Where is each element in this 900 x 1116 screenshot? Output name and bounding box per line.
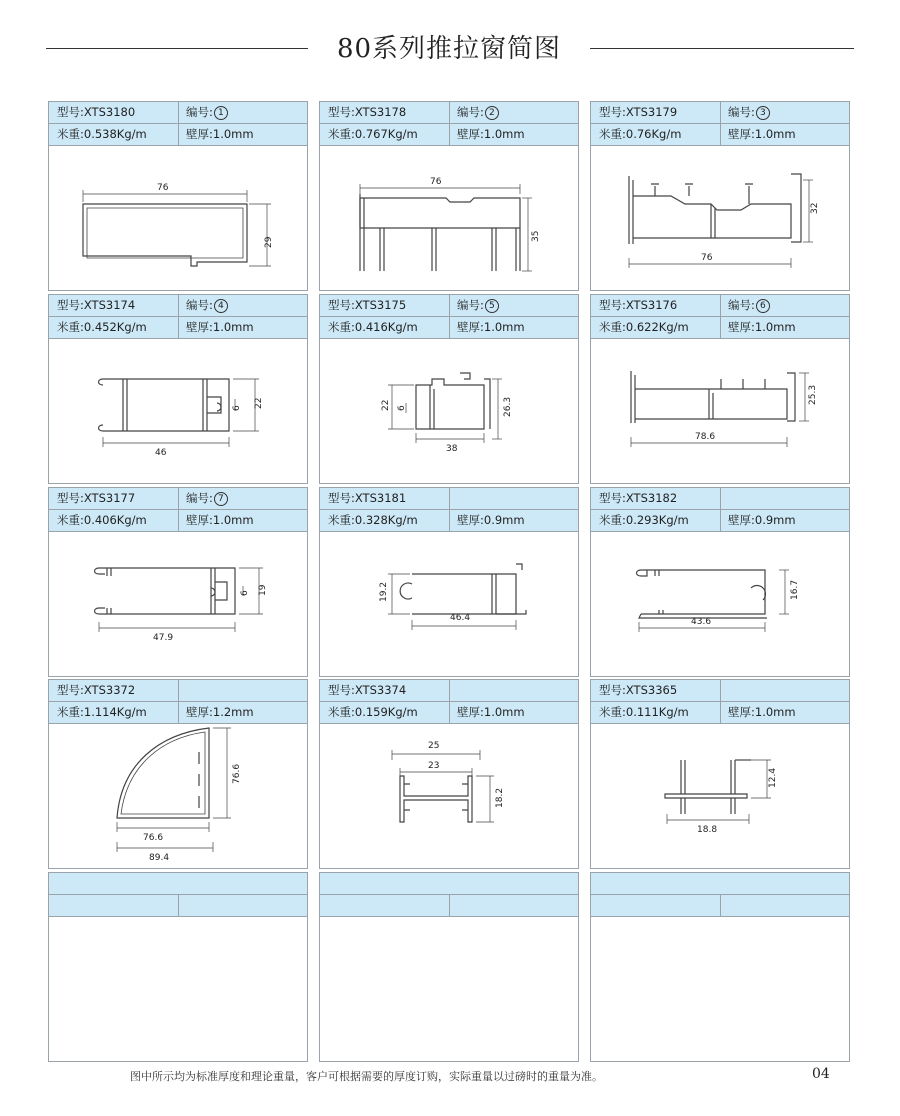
card-header-row-1 <box>320 488 578 510</box>
card-header-row-1 <box>591 102 849 124</box>
dim-label: 38 <box>446 444 458 454</box>
profile-card-xts3182 <box>590 487 850 677</box>
card-header-row-1 <box>591 680 849 702</box>
card-header-row-2 <box>591 317 849 339</box>
profile-card-xts3180 <box>48 101 308 291</box>
profile-card-xts3175 <box>319 294 579 484</box>
profile-card-xts3372 <box>48 679 308 869</box>
card-header-row-1 <box>320 680 578 702</box>
weight-label: 米重:0.76Kg/m <box>599 127 682 141</box>
card-header-row-1 <box>591 488 849 510</box>
model-label: 型号:XTS3374 <box>328 683 407 697</box>
dim-label: 29 <box>264 236 274 248</box>
title-bar <box>0 18 900 78</box>
wall-thickness-label: 壁厚:1.0mm <box>728 705 796 719</box>
empty-card-1 <box>48 872 308 1062</box>
profile-drawing <box>49 146 307 290</box>
empty-card-2 <box>319 872 579 1062</box>
card-header-row-2 <box>320 510 578 532</box>
model-label: 型号:XTS3176 <box>599 298 678 312</box>
wall-thickness-label: 壁厚:0.9mm <box>457 513 525 527</box>
wall-thickness-label: 壁厚:1.0mm <box>186 513 254 527</box>
profile-card-xts3174 <box>48 294 308 484</box>
profile-drawing <box>591 724 849 868</box>
model-label: 型号:XTS3175 <box>328 298 407 312</box>
card-header-row-1 <box>49 102 307 124</box>
profile-card-xts3179 <box>590 101 850 291</box>
profile-drawing <box>591 339 849 483</box>
wall-thickness-label: 壁厚:1.0mm <box>728 320 796 334</box>
dim-label: 35 <box>531 230 541 242</box>
card-header-row-2 <box>49 895 307 917</box>
number-badge: 6 <box>756 299 770 313</box>
dim-label: 22 <box>381 399 391 411</box>
dim-label: 19 <box>258 584 268 596</box>
profile-card-xts3176 <box>590 294 850 484</box>
dim-label: 76.6 <box>232 763 242 784</box>
title-rule-left <box>46 48 308 49</box>
dim-label: 18.8 <box>697 825 718 835</box>
dim-label: 22 <box>254 397 264 409</box>
number-badge: 3 <box>756 106 770 120</box>
profile-drawing <box>49 724 307 868</box>
card-header-row-2 <box>320 702 578 724</box>
dim-label: 76 <box>157 183 169 193</box>
model-label: 型号:XTS3365 <box>599 683 678 697</box>
wall-thickness-label: 壁厚:0.9mm <box>728 513 796 527</box>
card-header-row-1 <box>49 295 307 317</box>
dim-label: 26.3 <box>503 396 513 417</box>
number-label: 编号: 1 <box>186 102 228 123</box>
weight-label: 米重:1.114Kg/m <box>57 705 147 719</box>
wall-thickness-label: 壁厚:1.0mm <box>186 127 254 141</box>
dim-label: 23 <box>428 761 440 771</box>
card-header-row-2 <box>591 124 849 146</box>
page-title: 80系列推拉窗简图 <box>336 34 562 64</box>
profile-drawing <box>320 146 578 290</box>
wall-thickness-label: 壁厚:1.0mm <box>728 127 796 141</box>
footnote: 图中所示均为标准厚度和理论重量，客户可根据需要的厚度订购，实际重量以过磅时的重量为准。 <box>130 1070 603 1083</box>
model-label: 型号:XTS3174 <box>57 298 136 312</box>
model-label: 型号:XTS3372 <box>57 683 136 697</box>
weight-label: 米重:0.767Kg/m <box>328 127 418 141</box>
wall-thickness-label: 壁厚:1.0mm <box>457 705 525 719</box>
model-label: 型号:XTS3177 <box>57 491 136 505</box>
dim-label: 47.9 <box>153 633 174 643</box>
profile-drawing <box>320 339 578 483</box>
weight-label: 米重:0.416Kg/m <box>328 320 418 334</box>
card-header-row-1 <box>320 873 578 895</box>
weight-label: 米重:0.293Kg/m <box>599 513 689 527</box>
dim-label: 46 <box>155 448 167 458</box>
dim-label: 6 <box>232 405 242 411</box>
profile-card-xts3374 <box>319 679 579 869</box>
weight-label: 米重:0.406Kg/m <box>57 513 147 527</box>
weight-label: 米重:0.111Kg/m <box>599 705 689 719</box>
profile-card-xts3178 <box>319 101 579 291</box>
number-badge: 5 <box>485 299 499 313</box>
dim-label: 32 <box>810 202 820 214</box>
card-header-row-1 <box>49 488 307 510</box>
wall-thickness-label: 壁厚:1.0mm <box>457 127 525 141</box>
number-label: 编号: 4 <box>186 295 228 316</box>
wall-thickness-label: 壁厚:1.0mm <box>457 320 525 334</box>
card-header-row-1 <box>591 295 849 317</box>
dim-label: 46.4 <box>450 613 471 623</box>
profile-card-xts3177 <box>48 487 308 677</box>
card-header-row-1 <box>49 873 307 895</box>
dim-label: 6 <box>240 590 250 596</box>
wall-thickness-label: 壁厚:1.2mm <box>186 705 254 719</box>
dim-label: 89.4 <box>149 853 170 863</box>
dim-label: 25.3 <box>808 384 818 405</box>
empty-card-3 <box>590 872 850 1062</box>
number-badge: 1 <box>214 106 228 120</box>
card-header-row-2 <box>49 317 307 339</box>
dim-label: 43.6 <box>691 617 712 627</box>
card-header-row-1 <box>320 295 578 317</box>
profile-drawing <box>49 339 307 483</box>
dim-label: 16.7 <box>790 579 800 600</box>
card-header-row-2 <box>591 510 849 532</box>
number-label: 编号: 7 <box>186 488 228 509</box>
dim-label: 19.2 <box>379 581 389 602</box>
wall-thickness-label: 壁厚:1.0mm <box>186 320 254 334</box>
number-label: 编号: 2 <box>457 102 499 123</box>
weight-label: 米重:0.622Kg/m <box>599 320 689 334</box>
profile-drawing <box>320 724 578 868</box>
card-header-row-2 <box>591 702 849 724</box>
dim-label: 76 <box>701 253 713 263</box>
weight-label: 米重:0.328Kg/m <box>328 513 418 527</box>
dim-label: 25 <box>428 741 440 751</box>
number-badge: 7 <box>214 492 228 506</box>
dim-label: 76 <box>430 177 442 187</box>
page-number: 04 <box>812 1066 830 1082</box>
profile-drawing <box>49 532 307 676</box>
weight-label: 米重:0.538Kg/m <box>57 127 147 141</box>
card-header-row-1 <box>49 680 307 702</box>
card-header-row-2 <box>320 895 578 917</box>
profile-drawing <box>591 532 849 676</box>
card-header-row-2 <box>49 702 307 724</box>
weight-label: 米重:0.452Kg/m <box>57 320 147 334</box>
title-rule-right <box>590 48 854 49</box>
profile-card-xts3365 <box>590 679 850 869</box>
dim-label: 18.2 <box>495 787 505 808</box>
profile-card-xts3181 <box>319 487 579 677</box>
model-label: 型号:XTS3182 <box>599 491 678 505</box>
weight-label: 米重:0.159Kg/m <box>328 705 418 719</box>
number-badge: 2 <box>485 106 499 120</box>
dim-label: 76.6 <box>143 833 164 843</box>
card-header-row-2 <box>320 124 578 146</box>
profile-drawing <box>591 146 849 290</box>
card-header-row-2 <box>591 895 849 917</box>
dim-label: 78.6 <box>695 432 716 442</box>
number-label: 编号: 3 <box>728 102 770 123</box>
number-label: 编号: 5 <box>457 295 499 316</box>
model-label: 型号:XTS3179 <box>599 105 678 119</box>
profile-drawing <box>320 532 578 676</box>
dim-label: 12.4 <box>768 767 778 788</box>
model-label: 型号:XTS3178 <box>328 105 407 119</box>
model-label: 型号:XTS3181 <box>328 491 407 505</box>
model-label: 型号:XTS3180 <box>57 105 136 119</box>
card-header-row-2 <box>320 317 578 339</box>
card-header-row-1 <box>591 873 849 895</box>
card-header-row-2 <box>49 510 307 532</box>
dim-label: 6 <box>397 405 407 411</box>
number-badge: 4 <box>214 299 228 313</box>
card-header-row-1 <box>320 102 578 124</box>
number-label: 编号: 6 <box>728 295 770 316</box>
card-header-row-2 <box>49 124 307 146</box>
